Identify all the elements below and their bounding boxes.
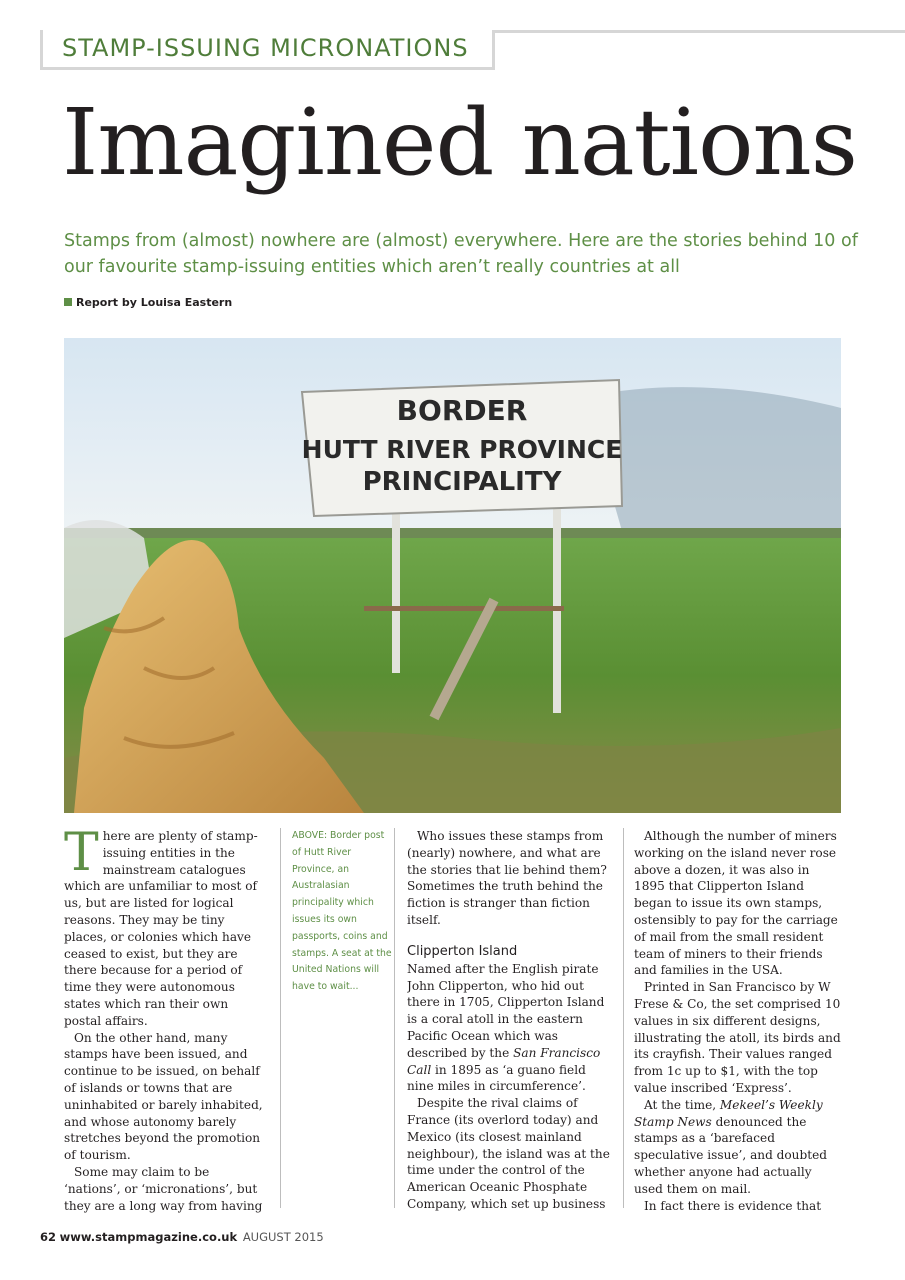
section-label: STAMP-ISSUING MICRONATIONS bbox=[62, 34, 469, 62]
column-rule bbox=[394, 828, 395, 1208]
photo-caption: ABOVE: Border post of Hutt River Province, an Australasian principality which issues its own passports, coins and stamps. A seat at the United Nations will have to wait... bbox=[292, 830, 392, 993]
sign-post-right bbox=[553, 498, 561, 713]
paragraph: Although the number of miners working on the island never rose above a dozen, it was also in 1895 that Clipperton Island began to issue its own stamps, ostensibly to pay for the carriage of mail from the small resident team of miners to their friends and families in the USA. bbox=[634, 829, 838, 978]
top-rule bbox=[495, 30, 905, 33]
hero-photo-illustration bbox=[64, 338, 841, 813]
column-rule bbox=[623, 828, 624, 1208]
paragraph: Some may claim to be ‘nations’, or ‘micronations’, but they are a long way from having bbox=[64, 1164, 263, 1213]
drop-cap: T bbox=[64, 828, 99, 883]
byline bbox=[64, 296, 232, 309]
article-headline: Imagined nations bbox=[62, 89, 857, 196]
website-url: www.stampmagazine.co.uk bbox=[59, 1230, 238, 1244]
sign-line-1: BORDER bbox=[396, 394, 528, 427]
body-column-3 bbox=[407, 828, 615, 1213]
paragraph bbox=[634, 1097, 841, 1198]
sign-line-3: PRINCIPALITY bbox=[362, 467, 562, 497]
byline-square-icon bbox=[64, 298, 72, 306]
caption-column bbox=[280, 828, 392, 1208]
paragraph-text: in 1895 as ‘a guano field nine miles in circumference’. bbox=[407, 1062, 586, 1094]
publication-name: San Francisco Call bbox=[407, 1045, 601, 1077]
paragraph-text: denounced the stamps as a ‘barefaced speculative issue’, and doubted whether anyone had actually used them on mail. bbox=[634, 1114, 827, 1196]
sign-line-2: HUTT RIVER PROVINCE bbox=[301, 435, 623, 464]
paragraph-text: here are plenty of stamp-issuing entities in the mainstream catalogues which are unfamiliar to most of us, but are listed for logical reasons. They may be tiny places, or colonies which have ceased to exist, but they are there because for a period of time they were autonomous states which ran their own postal affairs. bbox=[64, 829, 258, 1028]
paragraph: In fact there is evidence that bbox=[644, 1198, 822, 1213]
body-column-1 bbox=[64, 828, 269, 1213]
paragraph: Despite the rival claims of France (its overlord today) and Mexico (its closest mainland neighbour), the island was at the time under the control of the American Oceanic Phosphate Company, which set up business bbox=[407, 1096, 610, 1211]
issue-date: AUGUST 2015 bbox=[242, 1230, 324, 1244]
hero-photo bbox=[64, 338, 841, 813]
paragraph-text: At the time, bbox=[644, 1097, 720, 1112]
publication-name: Mekeel’s Weekly Stamp News bbox=[634, 1097, 823, 1129]
body-column-4 bbox=[634, 828, 841, 1213]
storm-cloud bbox=[584, 387, 841, 538]
paragraph bbox=[407, 961, 615, 1095]
byline-text: Report by Louisa Eastern bbox=[76, 296, 233, 309]
fence-rail bbox=[364, 606, 564, 611]
paragraph: Who issues these stamps from (nearly) nowhere, and what are the stories that lie behind them? Sometimes the truth behind the fiction is stranger than fiction itself. bbox=[407, 829, 607, 927]
page-number: 62 bbox=[40, 1230, 57, 1244]
page-footer bbox=[40, 1230, 324, 1244]
subheading-clipperton: Clipperton Island bbox=[407, 943, 518, 959]
paragraph: On the other hand, many stamps have been issued, and continue to be issued, on behalf of islands or towns that are uninhabited or barely inhabited, and whose autonomy barely stretches beyond the promotion of tourism. bbox=[64, 1030, 263, 1163]
article-standfirst: Stamps from (almost) nowhere are (almost) everywhere. Here are the stories behind 10 of our favourite stamp-issuing entities which aren’t really countries at all bbox=[64, 231, 858, 277]
paragraph: Printed in San Francisco by W Frese & Co, the set comprised 10 values in six different designs, illustrating the atoll, its birds and its crayfish. Their values ranged from 1c up to $1, with the top value inscribed ‘Express’. bbox=[634, 980, 841, 1095]
sign-post-left bbox=[392, 498, 400, 673]
paragraph bbox=[64, 828, 269, 1030]
paragraph-text: Named after the English pirate John Clipperton, who hid out there in 1705, Clipperton Island is a coral atoll in the eastern Pacific Ocean which was described by the bbox=[407, 961, 605, 1060]
